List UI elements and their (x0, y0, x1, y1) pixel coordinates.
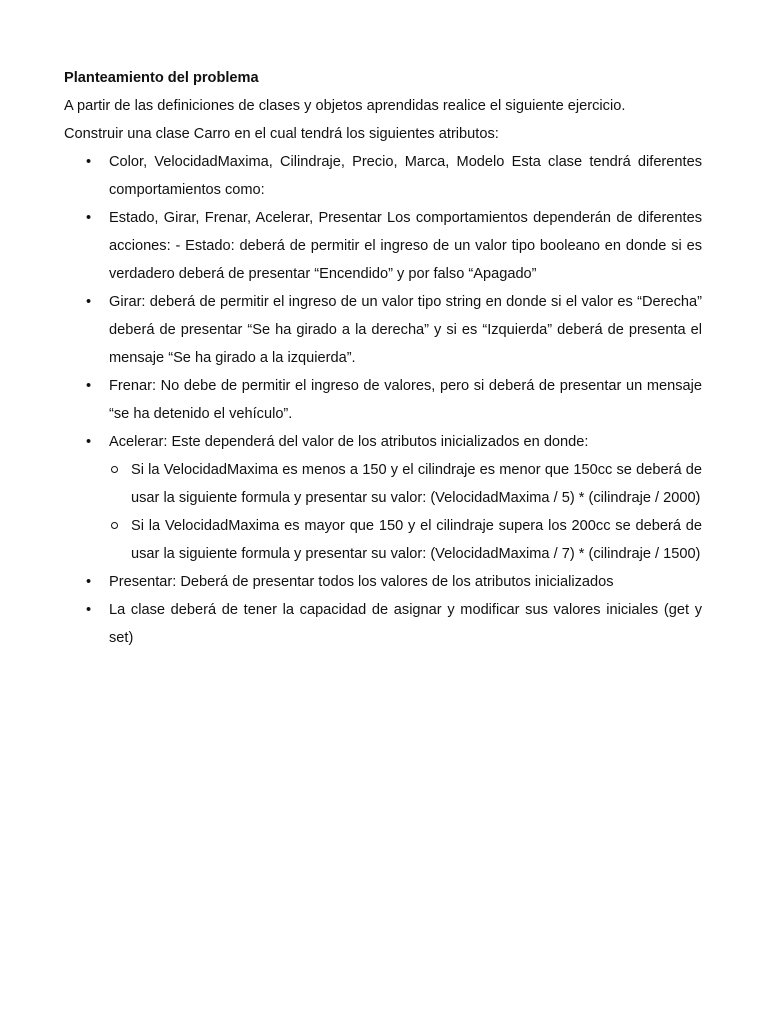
list-item (64, 372, 702, 428)
list-item-text: Color, VelocidadMaxima, Cilindraje, Precio, Marca, Modelo Esta clase tendrá diferentes comportamientos como: (109, 154, 702, 198)
list-item (64, 288, 702, 372)
bullet-icon: • (86, 294, 92, 310)
bullet-icon: • (86, 602, 92, 618)
list-item-text: Estado, Girar, Frenar, Acelerar, Presentar Los comportamientos dependerán de diferentes acciones: - Estado: deberá de permitir el ingreso de un valor tipo booleano en donde si es verdadero deberá de presentar “Encendido” y por falso “Apagado” (109, 210, 702, 282)
list-item-text: Frenar: No debe de permitir el ingreso de valores, pero si deberá de presentar un mensaje “se ha detenido el vehículo”. (109, 378, 702, 422)
list-item-text: La clase deberá de tener la capacidad de asignar y modificar sus valores iniciales (get y set) (109, 602, 702, 646)
bullet-icon: • (86, 154, 92, 170)
list-item (64, 568, 702, 596)
intro-paragraph-2: Construir una clase Carro en el cual tendrá los siguientes atributos: (64, 126, 499, 142)
bullet-icon: • (86, 574, 92, 590)
document-page (64, 64, 702, 652)
circle-bullet-icon (111, 466, 118, 473)
bullet-icon: • (86, 210, 92, 226)
bullet-icon: • (86, 378, 92, 394)
sub-list-item (109, 512, 702, 568)
acelerar-sub-list (109, 456, 702, 568)
document-heading: Planteamiento del problema (64, 70, 259, 86)
list-item (64, 204, 702, 288)
list-item (64, 148, 702, 204)
circle-bullet-icon (111, 522, 118, 529)
list-item (64, 596, 702, 652)
attribute-list (64, 148, 702, 652)
list-item (64, 428, 702, 568)
bullet-icon: • (86, 434, 92, 450)
sub-list-item (109, 456, 702, 512)
list-item-text: Acelerar: Este dependerá del valor de los atributos inicializados en donde: (109, 434, 589, 450)
sub-list-item-text: Si la VelocidadMaxima es menos a 150 y el cilindraje es menor que 150cc se deberá de usar la siguiente formula y presentar su valor: (VelocidadMaxima / 5) * (cilindraje / 2000) (131, 462, 702, 506)
list-item-text: Girar: deberá de permitir el ingreso de un valor tipo string en donde si el valor es “Derecha” deberá de presentar “Se ha girado a la derecha” y si es “Izquierda” deberá de presenta el mensaje “Se ha girado a la izquierda”. (109, 294, 702, 366)
sub-list-item-text: Si la VelocidadMaxima es mayor que 150 y el cilindraje supera los 200cc se deberá de usar la siguiente formula y presentar su valor: (VelocidadMaxima / 7) * (cilindraje / 1500) (131, 518, 702, 562)
intro-paragraph-1: A partir de las definiciones de clases y objetos aprendidas realice el siguiente ejercicio. (64, 98, 626, 114)
list-item-text: Presentar: Deberá de presentar todos los valores de los atributos inicializados (109, 574, 614, 590)
